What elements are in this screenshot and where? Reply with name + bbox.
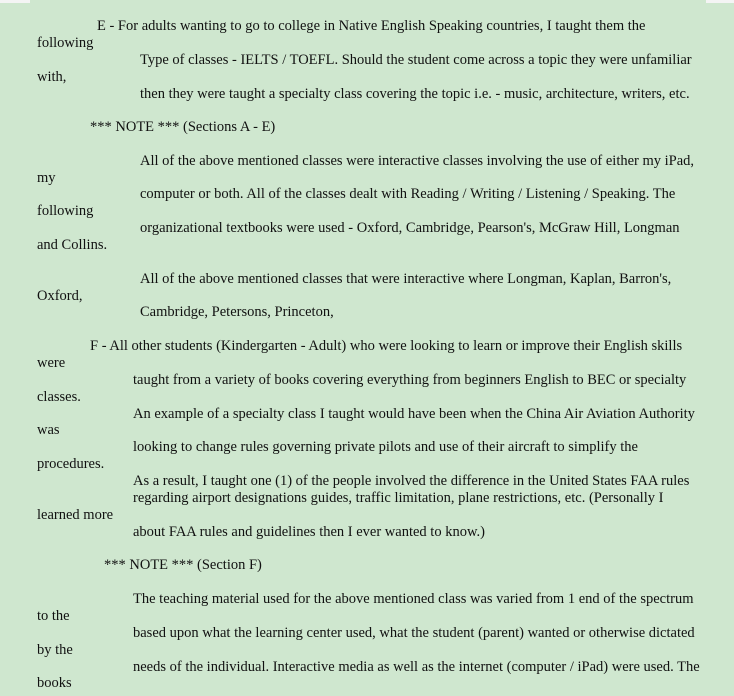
wrap-fragment: with, [37,69,67,85]
paragraph-line: computer or both. All of the classes dealt with Reading / Writing / Listening / Speaking. The [140,186,676,202]
wrap-fragment: books [37,675,72,691]
paragraph-line: As a result, I taught one (1) of the people involved the difference in the United States FAA rules [133,473,690,489]
wrap-fragment: learned more [37,507,114,523]
wrap-fragment: were [37,355,66,371]
page-corner-left [0,0,30,3]
paragraph-line: then they were taught a specialty class covering the topic i.e. - music, architecture, writers, etc. [140,86,690,102]
wrap-fragment: and Collins. [37,237,108,253]
wrap-fragment: by the [37,642,73,658]
paragraph-line: regarding airport designations guides, traffic limitation, plane restrictions, etc. (Personally I [133,490,664,506]
section-e-heading-line: E - For adults wanting to go to college in Native English Speaking countries, I taught them the [97,18,646,34]
note-heading-f: *** NOTE *** (Section F) [104,557,262,573]
paragraph-line: Cambridge, Petersons, Princeton, [140,304,334,320]
wrap-fragment: to the [37,608,70,624]
paragraph-line: based upon what the learning center used, what the student (parent) wanted or otherwise dictated [133,625,695,641]
paragraph-line: looking to change rules governing private pilots and use of their aircraft to simplify the [133,439,638,455]
paragraph-line: The teaching material used for the above mentioned class was varied from 1 end of the spectrum [133,591,694,607]
paragraph-line: about FAA rules and guidelines then I ever wanted to know.) [133,524,485,540]
section-f-heading-line: F - All other students (Kindergarten - Adult) who were looking to learn or improve their English skills [90,338,683,354]
note-heading-a-e: *** NOTE *** (Sections A - E) [90,119,276,135]
paragraph-line: All of the above mentioned classes that were interactive where Longman, Kaplan, Barron's, [140,271,672,287]
paragraph-line: All of the above mentioned classes were interactive classes involving the use of either my iPad, [140,153,695,169]
page-corner-right [706,0,734,3]
wrap-fragment: following [37,35,94,51]
wrap-fragment: my [37,170,56,186]
wrap-fragment: procedures. [37,456,105,472]
paragraph-line: An example of a specialty class I taught would have been when the China Air Aviation Authority [133,406,695,422]
paragraph-line: Type of classes - IELTS / TOEFL. Should the student come across a topic they were unfamiliar [140,52,692,68]
wrap-fragment: Oxford, [37,288,83,304]
wrap-fragment: was [37,422,60,438]
wrap-fragment: classes. [37,389,81,405]
paragraph-line: taught from a variety of books covering everything from beginners English to BEC or specialty [133,372,687,388]
paragraph-line: organizational textbooks were used - Oxford, Cambridge, Pearson's, McGraw Hill, Longman [140,220,680,236]
wrap-fragment: following [37,203,94,219]
paragraph-line: needs of the individual. Interactive media as well as the internet (computer / iPad) were used. The [133,659,700,675]
